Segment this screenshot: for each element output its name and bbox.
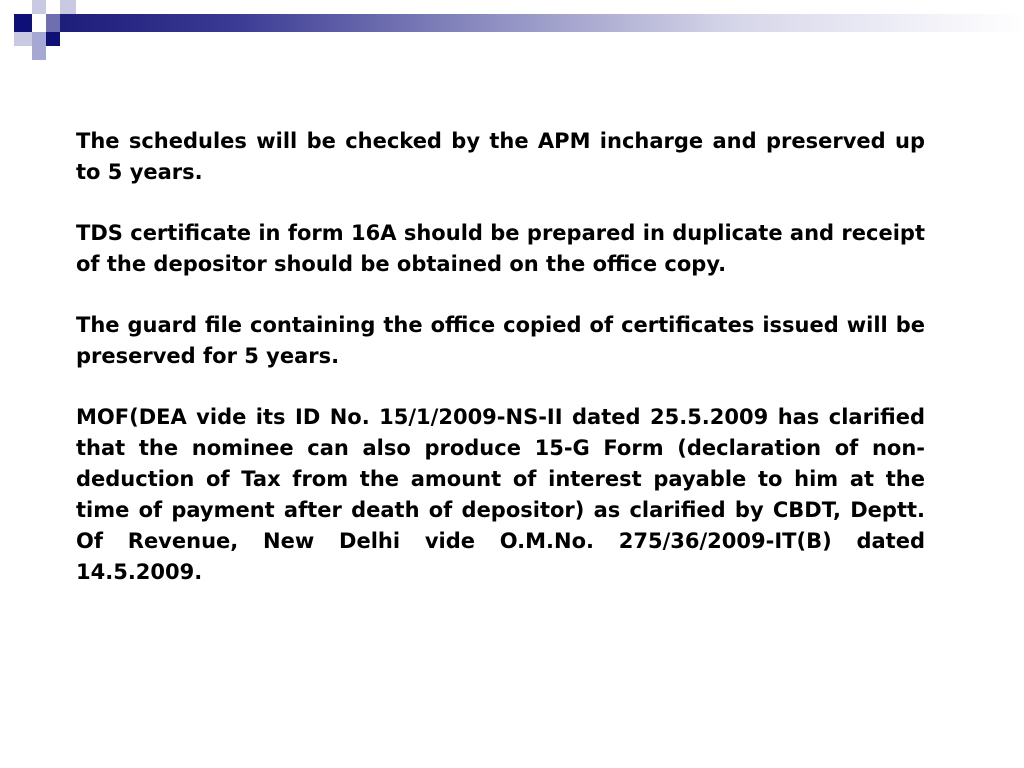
paragraph-tds-certificate: TDS certificate in form 16A should be prepared in duplicate and receipt of the depositor should be obtained on the office copy. bbox=[76, 221, 925, 276]
decorative-square bbox=[60, 0, 76, 14]
decorative-square bbox=[46, 32, 60, 46]
decorative-square bbox=[32, 32, 46, 46]
decorative-square bbox=[14, 32, 32, 46]
header-gradient-bar bbox=[60, 14, 1024, 32]
decorative-square bbox=[46, 14, 60, 32]
decorative-square bbox=[32, 46, 46, 60]
decorative-square bbox=[32, 0, 46, 14]
paragraph-guard-file: The guard file containing the office copied of certificates issued will be preserved for 5 years. bbox=[76, 313, 925, 368]
decorative-square bbox=[14, 14, 32, 32]
paragraph-schedules: The schedules will be checked by the APM incharge and preserved up to 5 years. bbox=[76, 129, 925, 184]
slide-body bbox=[76, 126, 925, 618]
paragraph-mof-clarification: MOF(DEA vide its ID No. 15/1/2009-NS-II dated 25.5.2009 has clarified that the nominee can also produce 15-G Form (declaration of non-deduction of Tax from the amount of interest payable to him at the time of payment after death of depositor) as clarified by CBDT, Deptt. Of Revenue, New Delhi vide O.M.No. 275/36/2009-IT(B) dated 14.5.2009. bbox=[76, 405, 925, 584]
